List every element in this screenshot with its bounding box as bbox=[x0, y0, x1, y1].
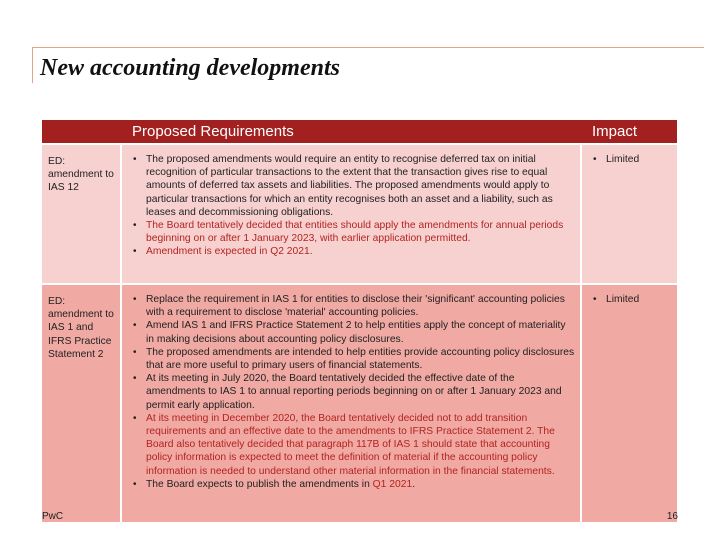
bullet-list bbox=[132, 153, 576, 259]
table-row bbox=[42, 145, 677, 285]
table-row bbox=[42, 285, 677, 522]
title-rule-vertical bbox=[32, 47, 33, 83]
impact-item: • Limited bbox=[592, 293, 673, 306]
bullet-item: • At its meeting in December 2020, the Board tentatively decided not to add transition requirements and an effective date to the amendments to IFRS Practice Statement 2. The Board also tentatively decided that paragraph 117B of IAS 1 should state that accounting policy information is expected to meet the definition of material if the accounting policy information is needed to understand other material information in the financial statements. bbox=[132, 412, 576, 478]
impact-item: • Limited bbox=[592, 153, 673, 166]
row-label: ED: amendment to IAS 1 and IFRS Practice Statement 2 bbox=[42, 285, 122, 522]
header-impact: Impact bbox=[582, 120, 677, 145]
bullet-item: • At its meeting in July 2020, the Board tentatively decided the effective date of the amendments to IAS 1 to annual reporting periods beginning on or after 1 January 2023 and permit early application. bbox=[132, 372, 576, 412]
header-blank-cell bbox=[42, 120, 122, 145]
row-label: ED: amendment to IAS 12 bbox=[42, 145, 122, 285]
bullet-highlight: Q1 2021 bbox=[372, 478, 413, 490]
title-rule-horizontal bbox=[32, 47, 704, 48]
row-impact bbox=[582, 145, 677, 285]
bullet-item: • The Board tentatively decided that entities should apply the amendments for annual periods beginning on or after 1 January 2023, with earlier application permitted. bbox=[132, 219, 576, 245]
page-title: New accounting developments bbox=[40, 55, 340, 81]
bullet-item: • The proposed amendments would require an entity to recognise deferred tax on initial recognition of particular transactions to the extent that the transaction gives rise to equal amounts of deferred tax assets and liabilities. The proposed amendments would apply to particular transactions for which an entity recognises both an asset and a liability, such as leases and decommissioning obligations. bbox=[132, 153, 576, 219]
row-requirements bbox=[122, 145, 582, 285]
row-impact bbox=[582, 285, 677, 522]
page-number: 16 bbox=[666, 511, 678, 522]
bullet-item: • Replace the requirement in IAS 1 for entities to disclose their 'significant' accounting policies with a requirement to disclose 'material' accounting policies. bbox=[132, 293, 576, 319]
footer-brand: PwC bbox=[42, 511, 64, 522]
bullet-list bbox=[132, 293, 576, 491]
impact-list bbox=[592, 293, 673, 306]
table-header-row bbox=[42, 120, 677, 145]
impact-list bbox=[592, 153, 673, 166]
bullet-suffix: . bbox=[412, 478, 416, 490]
requirements-table bbox=[42, 120, 677, 522]
header-proposed-requirements: Proposed Requirements bbox=[122, 120, 582, 145]
bullet-item: • Amend IAS 1 and IFRS Practice Statement 2 to help entities apply the concept of materiality in making decisions about accounting policy disclosures. bbox=[132, 319, 576, 345]
bullet-item bbox=[132, 478, 576, 491]
bullet-text: The Board expects to publish the amendments in bbox=[146, 478, 373, 490]
bullet-item: • The proposed amendments are intended to help entities provide accounting policy disclosures that are more useful to primary users of financial statements. bbox=[132, 346, 576, 372]
row-requirements bbox=[122, 285, 582, 522]
bullet-item: • Amendment is expected in Q2 2021. bbox=[132, 245, 576, 258]
